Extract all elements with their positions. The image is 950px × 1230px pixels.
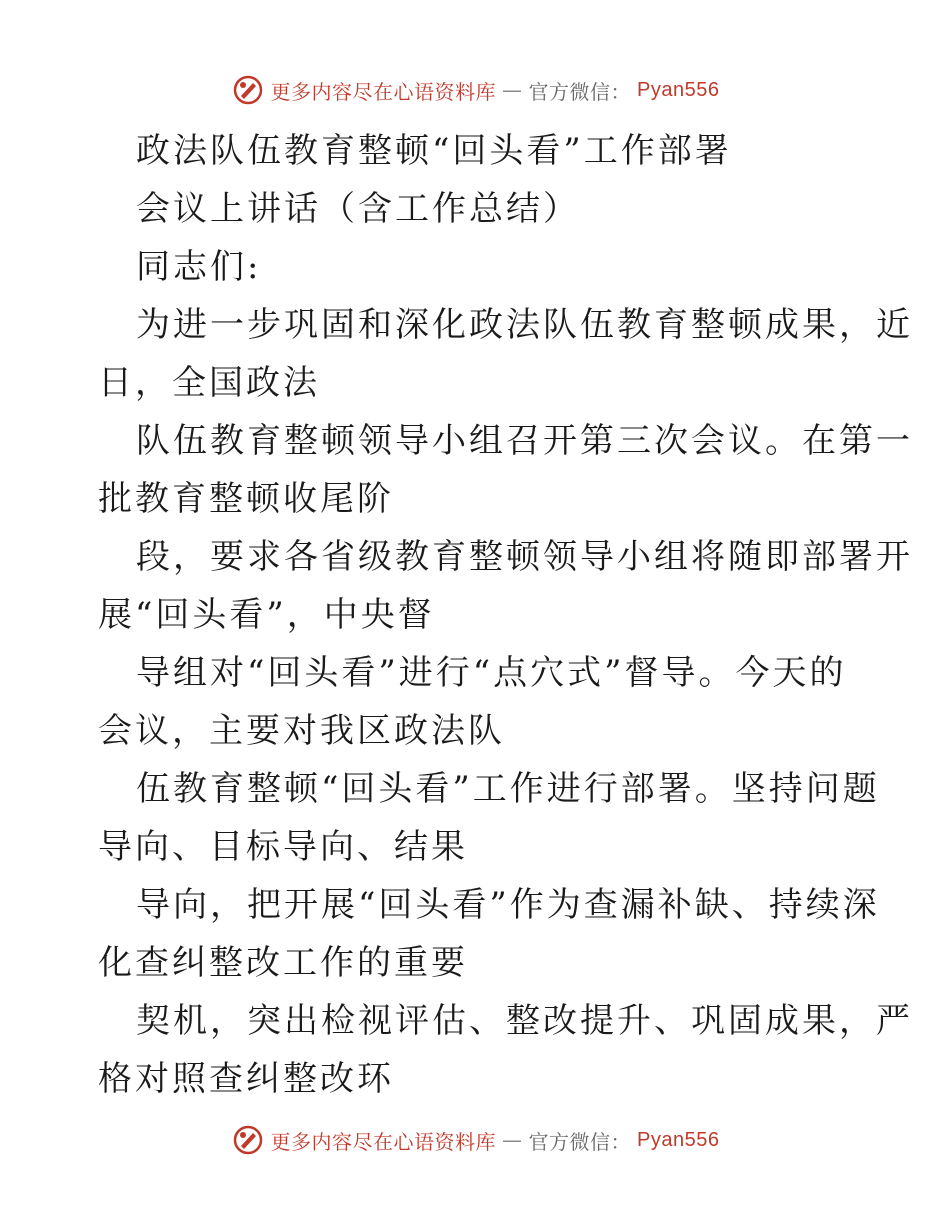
paragraph-line: 队伍教育整顿领导小组召开第三次会议。在第一 <box>136 421 913 461</box>
brand-logo-icon <box>231 73 265 107</box>
paragraph-line: 展“回头看”，中央督 <box>98 595 435 635</box>
paragraph-line: 为进一步巩固和深化政法队伍教育整顿成果，近 <box>136 305 913 345</box>
document-title-line: 政法队伍教育整顿“回头看”工作部署 <box>136 131 732 171</box>
paragraph-line: 化查纠整改工作的重要 <box>98 943 468 983</box>
paragraph-line: 契机，突出检视评估、整改提升、巩固成果，严 <box>136 1001 913 1041</box>
paragraph-line: 伍教育整顿“回头看”工作进行部署。坚持问题 <box>136 769 880 809</box>
watermark-dash: — <box>502 1128 523 1152</box>
brand-logo-icon <box>231 1123 265 1157</box>
watermark-brand: 更多内容尽在心语资料库 <box>270 79 497 104</box>
watermark-footer <box>0 1120 950 1160</box>
watermark-header <box>0 70 950 110</box>
watermark-code: Pyan556 <box>637 78 720 101</box>
paragraph-line: 同志们: <box>136 247 262 287</box>
paragraph-line: 导向、目标导向、结果 <box>98 827 468 867</box>
paragraph-line: 导向，把开展“回头看”作为查漏补缺、持续深 <box>136 885 880 925</box>
watermark-dash: — <box>502 78 523 102</box>
watermark-code: Pyan556 <box>637 1128 720 1151</box>
paragraph-line: 会议，主要对我区政法队 <box>98 711 505 751</box>
paragraph-line: 日，全国政法 <box>98 363 320 403</box>
watermark-label: 官方微信： <box>528 1129 632 1154</box>
document-title-line: 会议上讲话（含工作总结） <box>136 189 580 229</box>
paragraph-line: 导组对“回头看”进行“点穴式”督导。今天的 <box>136 653 847 693</box>
document-body <box>98 122 913 1108</box>
paragraph-line: 批教育整顿收尾阶 <box>98 479 394 519</box>
watermark-brand: 更多内容尽在心语资料库 <box>270 1129 497 1154</box>
paragraph-line: 段，要求各省级教育整顿领导小组将随即部署开 <box>136 537 913 577</box>
paragraph-line: 格对照查纠整改环 <box>98 1059 394 1099</box>
watermark-label: 官方微信： <box>528 79 632 104</box>
